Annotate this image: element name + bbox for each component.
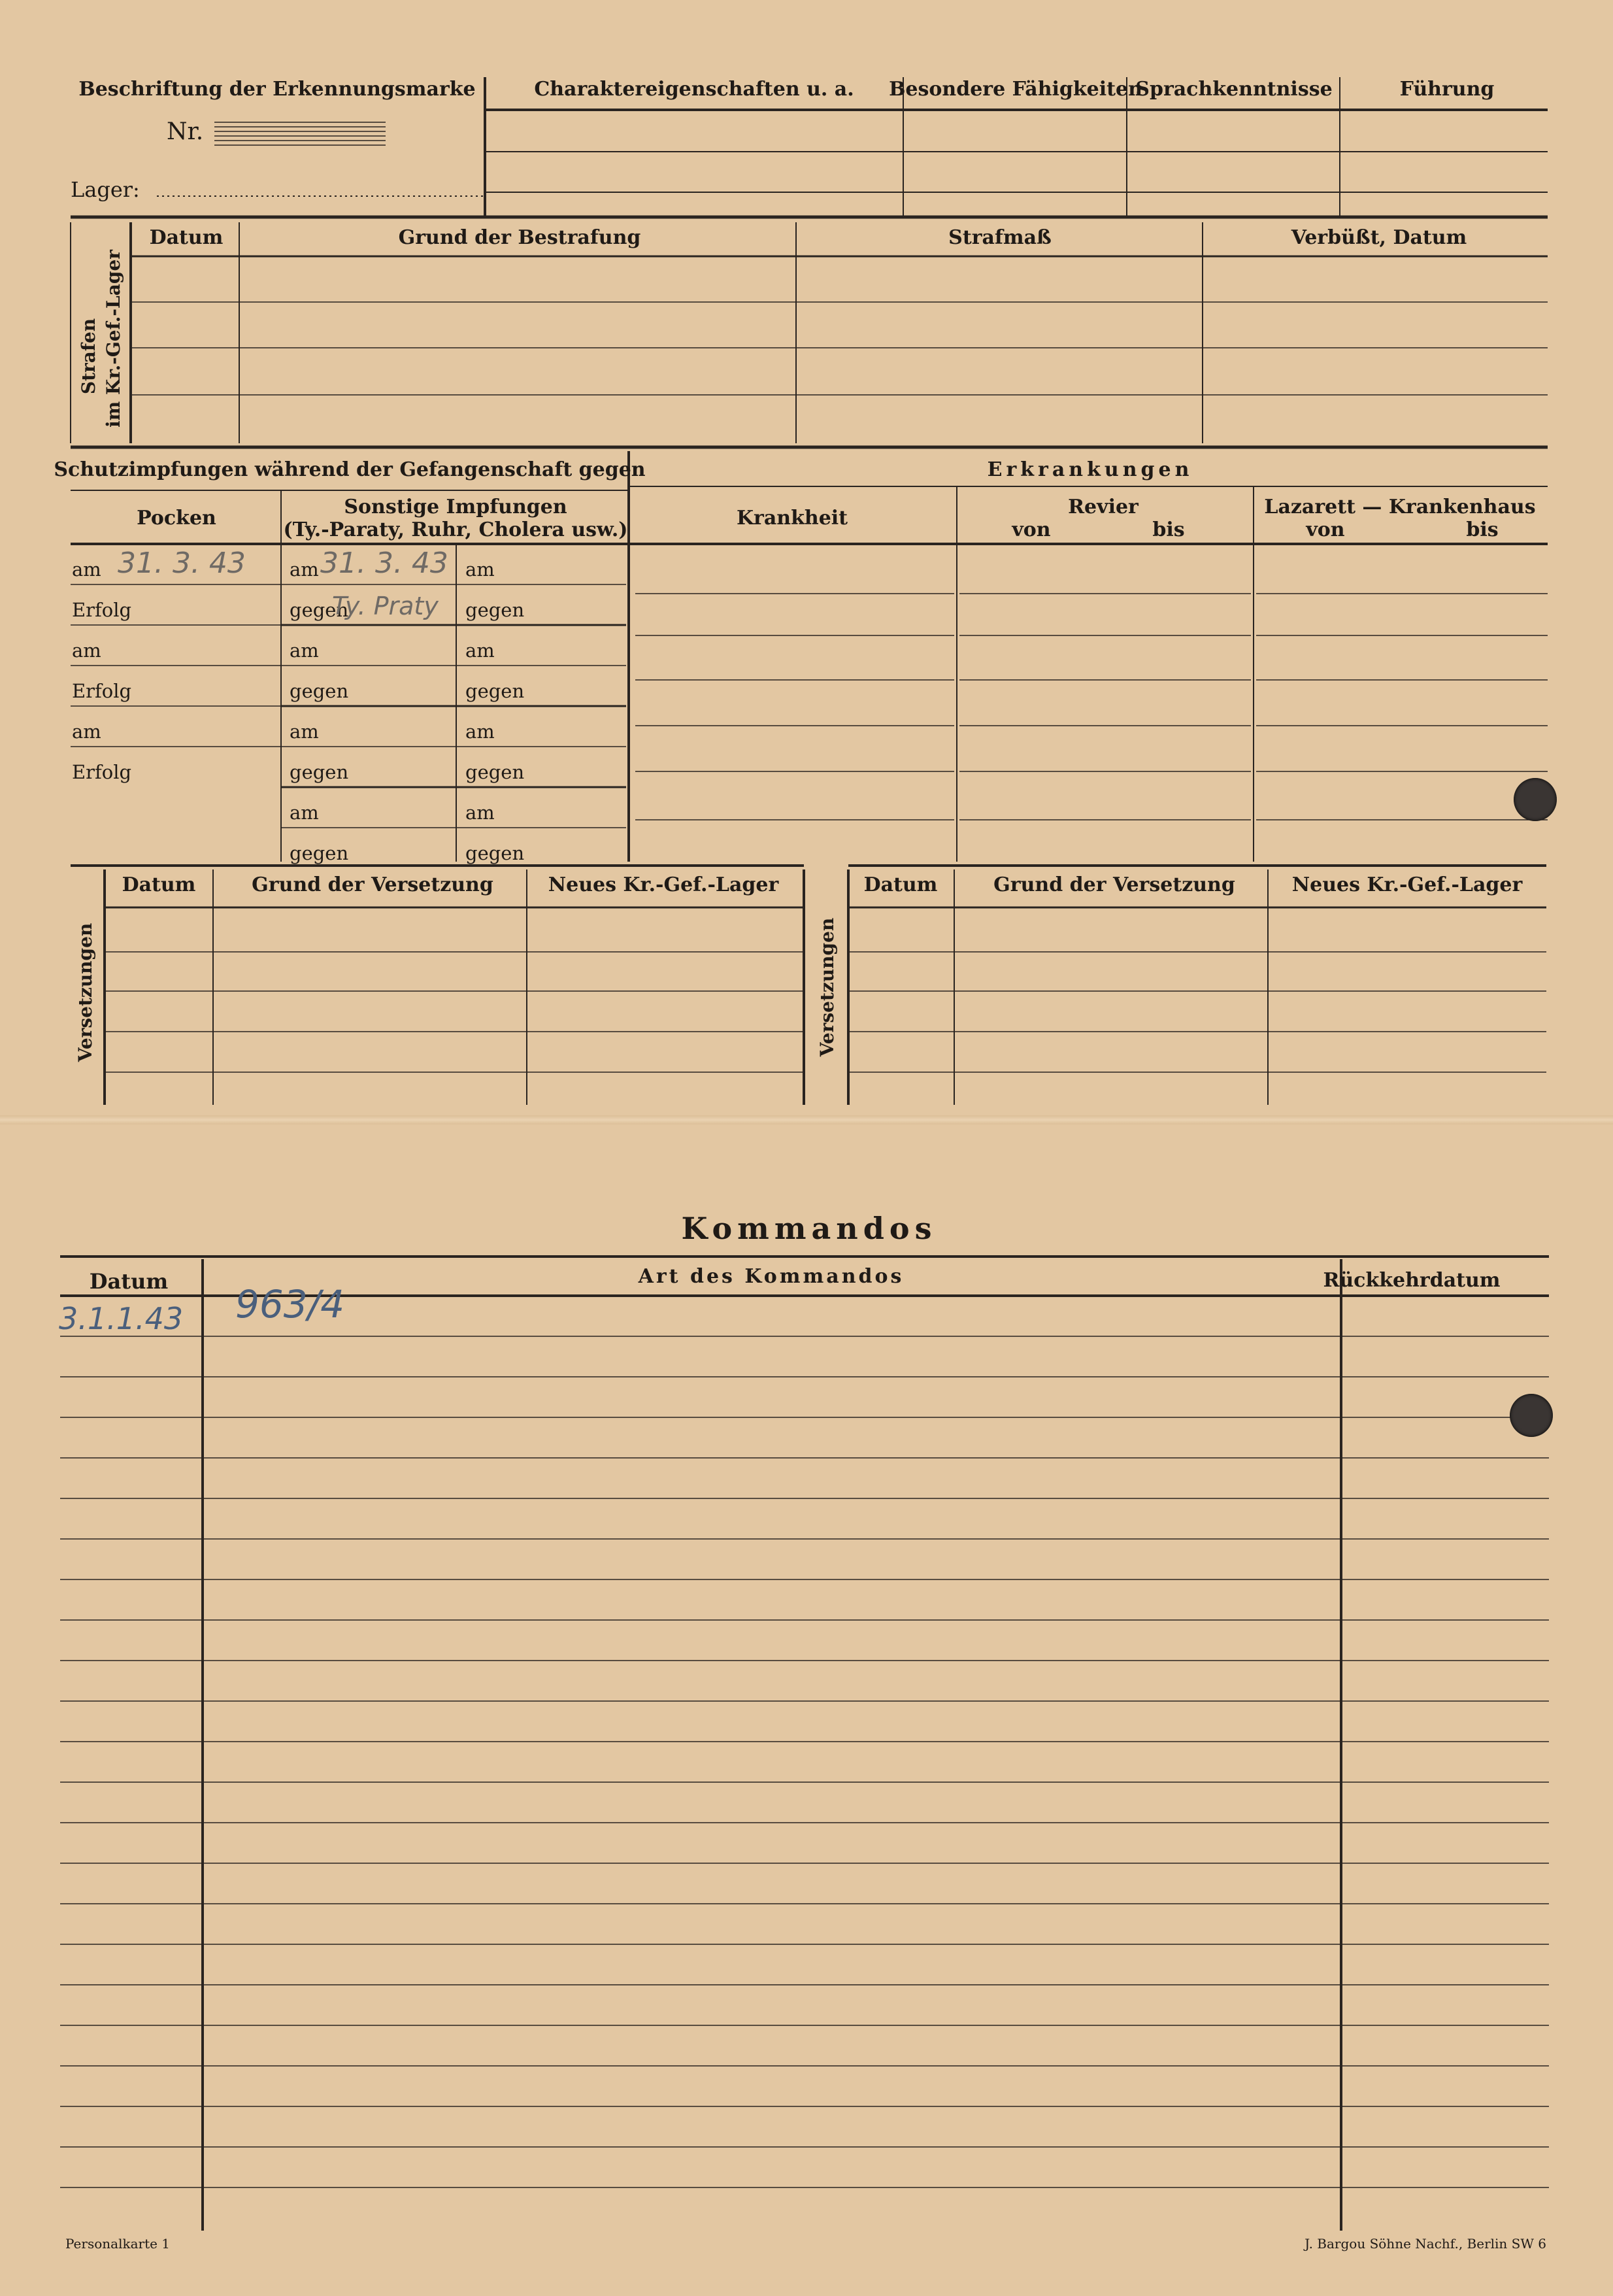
sonstige-b-am-4: am bbox=[465, 802, 495, 824]
sonstige-b-gegen-2: gegen bbox=[465, 680, 525, 702]
kommandos-entry-datum: 3.1.1.43 bbox=[59, 1301, 184, 1336]
footer-form-number: Personalkarte 1 bbox=[65, 2236, 171, 2252]
pocken-date-handwritten: 31. 3. 43 bbox=[118, 547, 246, 580]
versetzungen-side-label-left: Versetzungen bbox=[75, 922, 96, 1062]
strafen-header-strafmass: Strafmaß bbox=[948, 226, 1052, 249]
kommandos-entry-art: 963/4 bbox=[235, 1282, 345, 1326]
header-fuehrung: Führung bbox=[1399, 78, 1495, 101]
punch-hole-bottom bbox=[1510, 1394, 1553, 1437]
versetzungen-side-label-right: Versetzungen bbox=[816, 917, 838, 1057]
impfungen-heading: Schutzimpfungen während der Gefangenschaft gegen bbox=[54, 458, 646, 481]
kommandos-header-datum: Datum bbox=[89, 1269, 169, 1294]
strafen-side-label-2: im Kr.-Gef.-Lager bbox=[103, 249, 124, 428]
krankheit-header: Krankheit bbox=[736, 507, 848, 530]
lazarett-bis: bis bbox=[1466, 518, 1499, 541]
sonstige-b-am-1: am bbox=[465, 558, 495, 581]
kommandos-header-rueckkehr: Rückkehrdatum bbox=[1323, 1269, 1501, 1292]
sonstige-a-gegen-2: gegen bbox=[290, 680, 349, 702]
pocken-am-1: am bbox=[72, 558, 101, 581]
sonstige-header-1: Sonstige Impfungen bbox=[344, 496, 567, 518]
versetzungen-r-datum: Datum bbox=[863, 873, 938, 896]
header-charakter: Charaktereigenschaften u. a. bbox=[534, 78, 854, 101]
sonstige-a-gegen-4: gegen bbox=[290, 842, 349, 864]
footer-printer: J. Bargou Söhne Nachf., Berlin SW 6 bbox=[1305, 2236, 1546, 2252]
lazarett-von: von bbox=[1306, 518, 1345, 541]
sonstige-a-am-1: am bbox=[290, 558, 319, 581]
erkrankungen-heading: Erkrankungen bbox=[987, 458, 1193, 481]
revier-bis: bis bbox=[1152, 518, 1185, 541]
punch-hole-top bbox=[1514, 778, 1557, 821]
versetzungen-l-lager: Neues Kr.-Gef.-Lager bbox=[548, 873, 779, 896]
revier-von: von bbox=[1012, 518, 1051, 541]
header-sprachen: Sprachkenntnisse bbox=[1135, 78, 1333, 101]
versetzungen-r-grund: Grund der Versetzung bbox=[993, 873, 1235, 896]
lazarett-header: Lazarett — Krankenhaus bbox=[1264, 496, 1536, 518]
sonstige-b-gegen-3: gegen bbox=[465, 761, 525, 783]
versetzungen-r-lager: Neues Kr.-Gef.-Lager bbox=[1291, 873, 1523, 896]
strafen-header-grund: Grund der Bestrafung bbox=[398, 226, 641, 249]
versetzungen-l-datum: Datum bbox=[122, 873, 196, 896]
pocken-am-3: am bbox=[72, 720, 101, 743]
strafen-side-label-1: Strafen bbox=[78, 318, 99, 395]
sonstige-date-handwritten: 31. 3. 43 bbox=[320, 547, 448, 580]
sonstige-gegen-handwritten: Ty. Praty bbox=[332, 592, 439, 620]
kommandos-title: Kommandos bbox=[681, 1211, 937, 1246]
kommandos-header-art: Art des Kommandos bbox=[638, 1265, 905, 1288]
sonstige-a-am-4: am bbox=[290, 802, 319, 824]
nr-label: Nr. bbox=[167, 118, 204, 145]
versetzungen-l-grund: Grund der Versetzung bbox=[252, 873, 493, 896]
sonstige-header-2: (Ty.-Paraty, Ruhr, Cholera usw.) bbox=[283, 518, 628, 541]
pocken-erfolg-1: Erfolg bbox=[72, 599, 132, 621]
strafen-header-datum: Datum bbox=[149, 226, 224, 249]
pocken-erfolg-2: Erfolg bbox=[72, 680, 132, 702]
sonstige-a-am-2: am bbox=[290, 639, 319, 662]
pocken-header: Pocken bbox=[137, 507, 216, 530]
sonstige-a-gegen-1: gegen bbox=[290, 599, 349, 621]
fold-crease bbox=[0, 1115, 1613, 1124]
sonstige-b-gegen-4: gegen bbox=[465, 842, 525, 864]
sonstige-b-am-2: am bbox=[465, 639, 495, 662]
sonstige-a-am-3: am bbox=[290, 720, 319, 743]
header-faehigkeiten: Besondere Fähigkeiten bbox=[889, 78, 1142, 101]
lager-label: Lager: bbox=[71, 177, 140, 202]
marke-heading: Beschriftung der Erkennungsmarke bbox=[78, 78, 476, 101]
pocken-am-2: am bbox=[72, 639, 101, 662]
strafen-header-verbuesst: Verbüßt, Datum bbox=[1291, 226, 1467, 249]
sonstige-a-gegen-3: gegen bbox=[290, 761, 349, 783]
revier-header: Revier bbox=[1068, 496, 1139, 518]
sonstige-b-am-3: am bbox=[465, 720, 495, 743]
pocken-erfolg-3: Erfolg bbox=[72, 761, 132, 783]
sonstige-b-gegen-1: gegen bbox=[465, 599, 525, 621]
